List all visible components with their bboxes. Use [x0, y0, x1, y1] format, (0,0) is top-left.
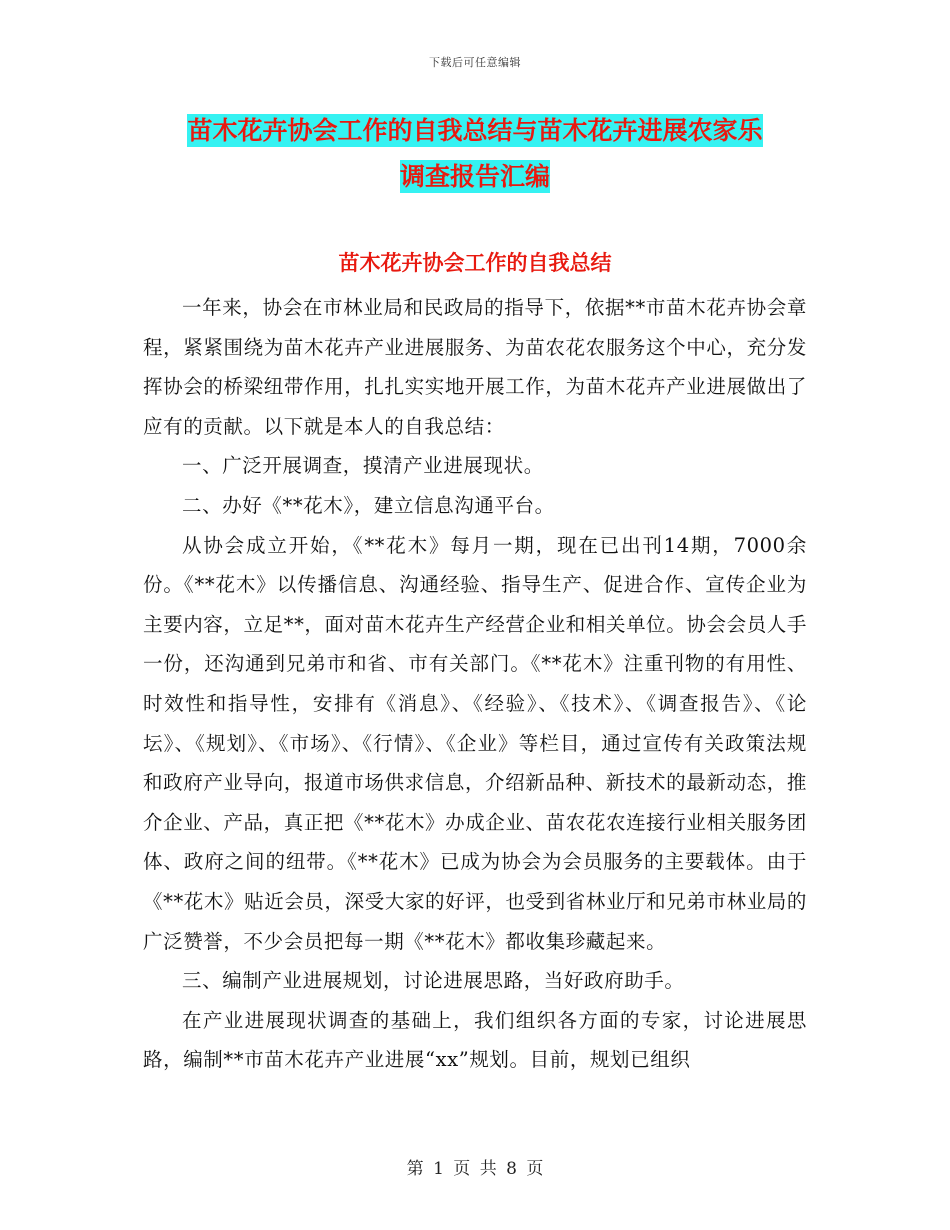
section-title: 苗木花卉协会工作的自我总结	[338, 250, 612, 275]
header-note: 下载后可任意编辑	[429, 56, 521, 69]
paragraph: 三、编制产业进展规划，讨论进展思路，当好政府助手。	[182, 969, 685, 993]
paragraph: 在产业进展现状调查的基础上，我们组织各方面的专家，讨论进展思路，编制**市苗木花卉产业进展“xx”规划。目前，规划已组织	[143, 1008, 807, 1072]
document-title	[150, 108, 800, 200]
paragraph: 二、办好《**花木》，建立信息沟通平台。	[182, 493, 555, 517]
paragraph: 一年来，协会在市林业局和民政局的指导下，依据**市苗木花卉协会章程，紧紧围绕为苗木花卉产业进展服务、为苗农花农服务这个中心，充分发挥协会的桥梁纽带作用，扎扎实实地开展工作，为苗木花卉产业进展做出了应有的贡献。以下就是本人的自我总结：	[143, 296, 807, 438]
document-title-line-1: 苗木花卉协会工作的自我总结与苗木花卉进展农家乐	[187, 116, 763, 145]
paragraph: 从协会成立开始，《**花木》每月一期，现在已出刊14期，7000余份。《**花木》以传播信息、沟通经验、指导生产、促进合作、宣传企业为主要内容，立足**，面对苗木花卉生产经营企业和相关单位。协会会员人手一份，还沟通到兄弟市和省、市有关部门。《**花木》注重刊物的有用性、时效性和指导性，安排有《消息》、《经验》、《技术》、《调查报告》、《论坛》、《规划》、《市场》、《行情》、《企业》等栏目，通过宣传有关政策法规和政府产业导向，报道市场供求信息，介绍新品种、新技术的最新动态，推介企业、产品，真正把《**花木》办成企业、苗农花农连接行业相关服务团体、政府之间的纽带。《**花木》已成为协会为会员服务的主要载体。由于《**花木》贴近会员，深受大家的好评，也受到省林业厅和兄弟市林业局的广泛赞誉，不少会员把每一期《**花木》都收集珍藏起来。	[143, 533, 807, 953]
page-number: 第 1 页 共 8 页	[406, 1159, 544, 1179]
document-title-line-2: 调查报告汇编	[399, 162, 550, 191]
body-text	[143, 288, 807, 1080]
paragraph: 一、广泛开展调查，摸清产业进展现状。	[182, 454, 544, 478]
